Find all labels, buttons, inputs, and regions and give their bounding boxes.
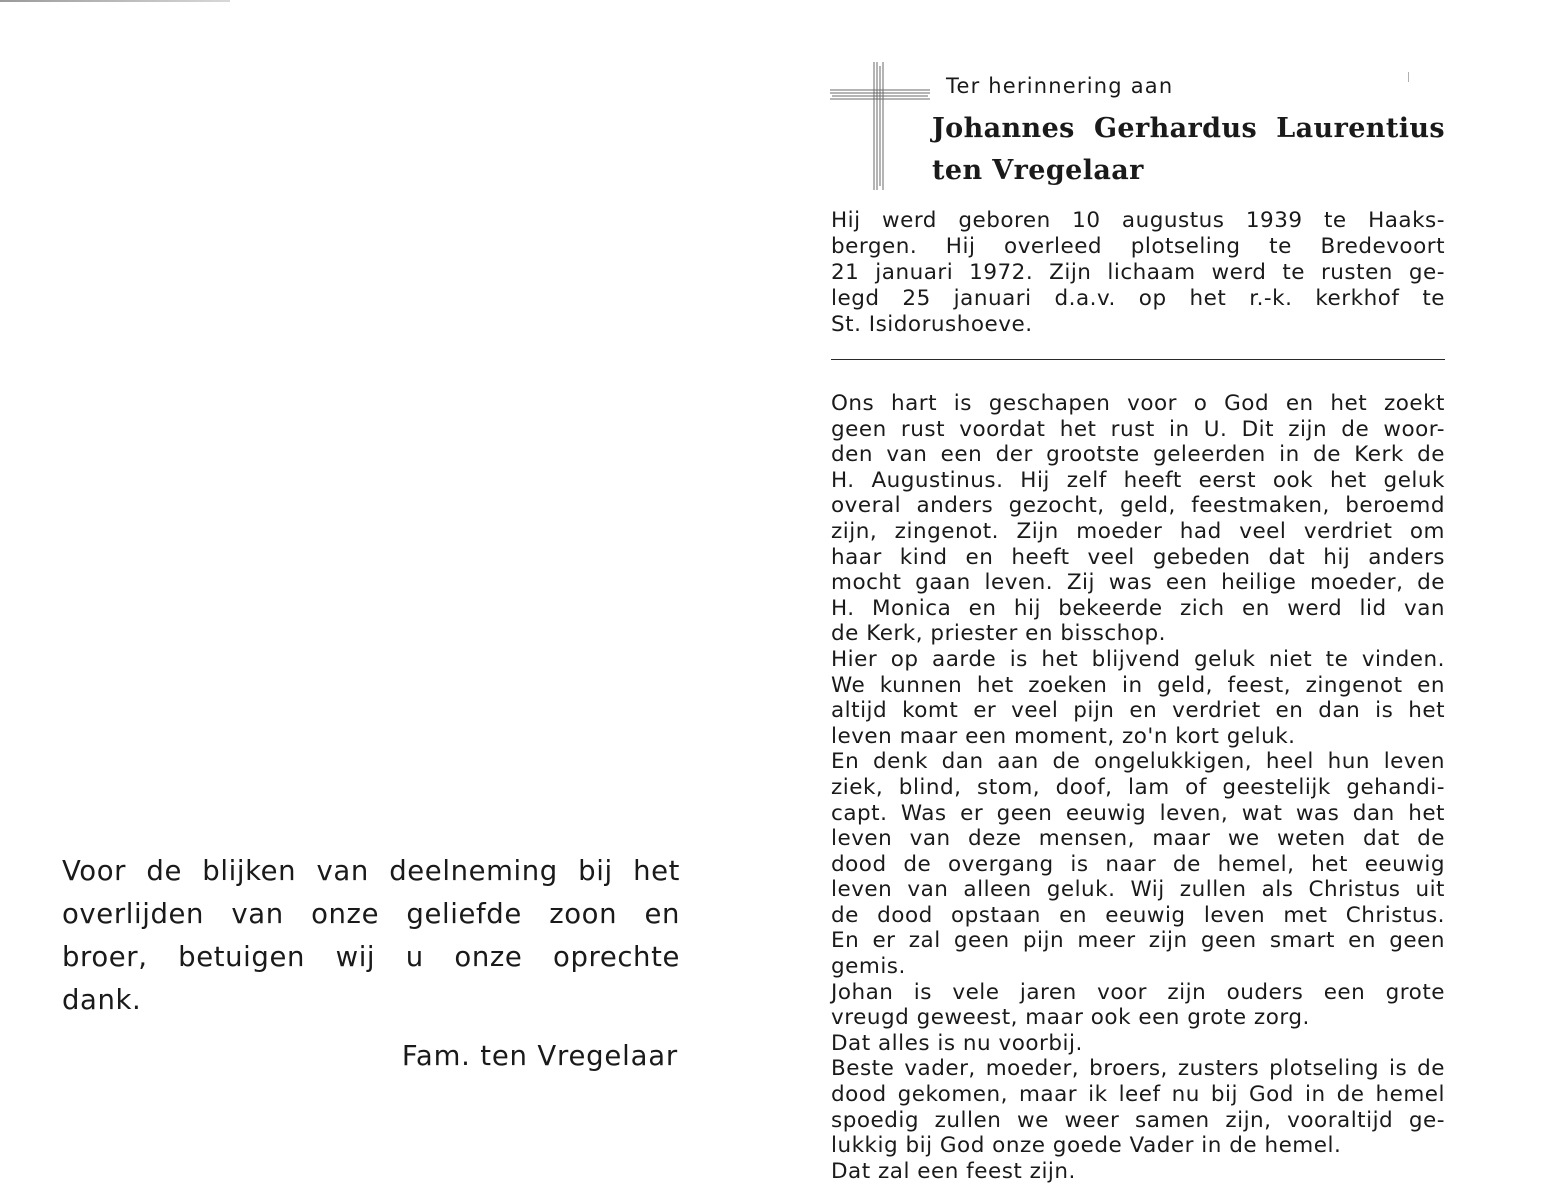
meditation-text xyxy=(831,391,1445,1184)
meditation-line: de Kerk, priester en bisschop. xyxy=(831,621,1166,647)
bio-line: legd 25 januari d.a.v. op het r.-k. kerkhof te xyxy=(831,286,1445,311)
bio-line: 21 januari 1972. Zijn lichaam werd te rusten ge- xyxy=(831,260,1445,285)
bio-line: bergen. Hij overleed plotseling te Bredevoort xyxy=(831,234,1445,259)
meditation-line: capt. Was er geen eeuwig leven, wat was dan het xyxy=(831,800,1445,826)
meditation-line: altijd komt er veel pijn en verdriet en dan is het xyxy=(831,698,1445,724)
meditation-line: H. Monica en hij bekeerde zich en werd lid van xyxy=(831,595,1445,621)
meditation-line: dood gekomen, maar ik leef nu bij God in de hemel xyxy=(831,1082,1445,1108)
meditation-line: En er zal geen pijn meer zijn geen smart en geen xyxy=(831,928,1445,954)
biography xyxy=(831,208,1445,338)
scan-speck xyxy=(1408,72,1409,82)
meditation-line: leven van alleen geluk. Wij zullen als Christus uit xyxy=(831,877,1445,903)
name-line: Johannes Gerhardus Laurentius xyxy=(932,113,1445,144)
bio-line: Hij werd geboren 10 augustus 1939 te Haaks- xyxy=(831,208,1445,233)
meditation-line: leven van deze mensen, maar we weten dat de xyxy=(831,826,1445,852)
name-line: ten Vregelaar xyxy=(932,155,1144,186)
family-signature: Fam. ten Vregelaar xyxy=(401,1040,678,1072)
meditation-line: Hier op aarde is het blijvend geluk niet te vinden. xyxy=(831,646,1445,672)
meditation-line: Johan is vele jaren voor zijn ouders een grote xyxy=(831,979,1445,1005)
divider-rule xyxy=(831,359,1445,360)
cross-icon xyxy=(830,62,930,190)
meditation-line: dood de overgang is naar de hemel, het eeuwig xyxy=(831,851,1445,877)
meditation-line: vreugd geweest, maar ook een grote zorg. xyxy=(831,1005,1310,1031)
deceased-name xyxy=(932,108,1445,192)
thanks-line: Voor de blijken van deelneming bij het xyxy=(62,855,680,887)
meditation-line: spoedig zullen we weer samen zijn, vooraltijd ge- xyxy=(831,1107,1445,1133)
thanks-line: dank. xyxy=(62,984,142,1016)
meditation-line: leven maar een moment, zo'n kort geluk. xyxy=(831,723,1296,749)
meditation-line: ziek, blind, stom, doof, lam of geestelijk gehandi- xyxy=(831,774,1445,800)
meditation-line: Dat alles is nu voorbij. xyxy=(831,1030,1083,1056)
meditation-line: En denk dan aan de ongelukkigen, heel hun leven xyxy=(831,749,1445,775)
scan-edge xyxy=(0,0,230,2)
meditation-line: H. Augustinus. Hij zelf heeft eerst ook het geluk xyxy=(831,467,1445,493)
meditation-line: den van een der grootste geleerden in de Kerk de xyxy=(831,442,1445,468)
meditation-line: Beste vader, moeder, broers, zusters plotseling is de xyxy=(831,1056,1445,1082)
thanks-text xyxy=(62,850,680,1022)
meditation-line: de dood opstaan en eeuwig leven met Christus. xyxy=(831,902,1445,928)
remembrance-heading: Ter herinnering aan xyxy=(946,74,1174,98)
meditation-line: Ons hart is geschapen voor o God en het zoekt xyxy=(831,391,1445,416)
meditation-line: zijn, zingenot. Zijn moeder had veel verdriet om xyxy=(831,518,1445,544)
thanks-line: broer, betuigen wij u onze oprechte xyxy=(62,941,680,973)
meditation-line: Dat zal een feest zijn. xyxy=(831,1158,1076,1184)
meditation-line: We kunnen het zoeken in geld, feest, zingenot en xyxy=(831,672,1445,698)
meditation-line: geen rust voordat het rust in U. Dit zijn de woor- xyxy=(831,416,1445,442)
thanks-line: overlijden van onze geliefde zoon en xyxy=(62,898,680,930)
meditation-line: lukkig bij God onze goede Vader in de hemel. xyxy=(831,1133,1342,1159)
meditation-line: overal anders gezocht, geld, feestmaken, beroemd xyxy=(831,493,1445,519)
meditation-line: haar kind en heeft veel gebeden dat hij anders xyxy=(831,544,1445,570)
meditation-line: gemis. xyxy=(831,954,906,980)
bio-line: St. Isidorushoeve. xyxy=(831,312,1033,337)
meditation-line: mocht gaan leven. Zij was een heilige moeder, de xyxy=(831,570,1445,596)
